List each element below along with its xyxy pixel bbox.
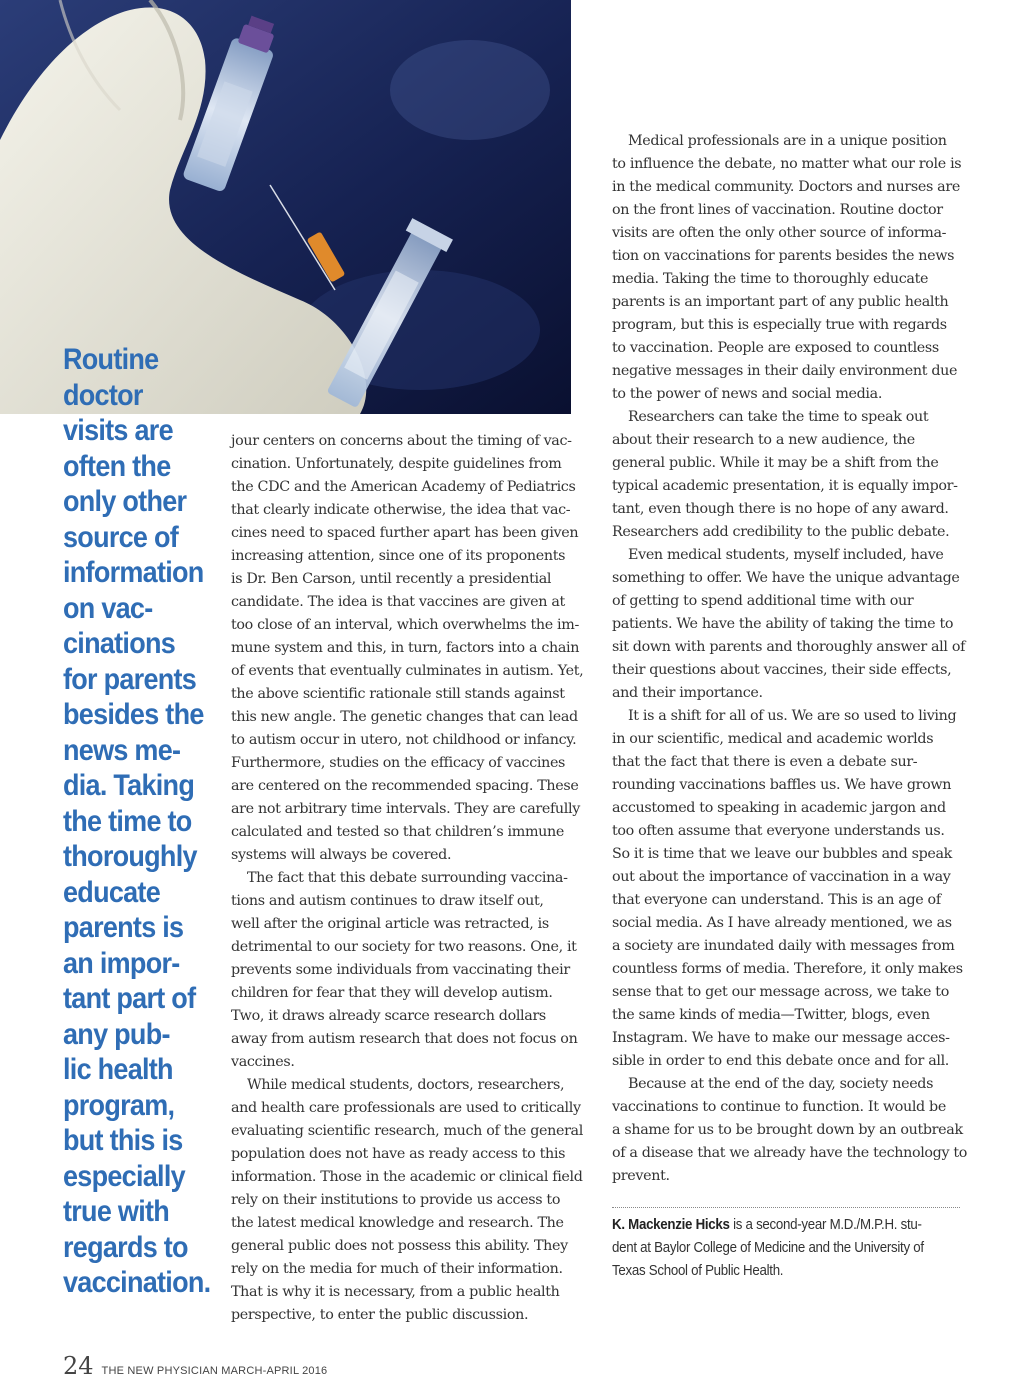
pull-quote-line: visits are [63, 414, 173, 447]
pull-quote-line: tant part of [63, 982, 196, 1015]
text-line: That is why it is necessary, from a public health [231, 1284, 560, 1300]
publication-info: THE NEW PHYSICIAN MARCH-APRIL 2016 [101, 1365, 328, 1377]
bio-line-1: is a second-year M.D./M.P.H. stu- [729, 1217, 922, 1233]
pull-quote-line: regards to [63, 1230, 188, 1264]
text-line: While medical students, doctors, researchers, [247, 1077, 565, 1093]
text-line: is Dr. Ben Carson, until recently a presidential [231, 571, 552, 587]
text-line: accustomed to speaking in academic jargon and [612, 800, 946, 816]
text-line: typical academic presentation, it is equally impor- [612, 478, 958, 494]
text-line: media. Taking the time to thoroughly educate [612, 271, 929, 287]
pull-quote-line: program, [63, 1088, 175, 1122]
text-line: Two, it draws already scarce research dollars [231, 1008, 546, 1024]
text-line: vaccines. [231, 1054, 295, 1070]
text-line: Researchers add credibility to the public debate. [612, 524, 950, 540]
pull-quote-line: lic health [63, 1053, 173, 1086]
text-line: information. Those in the academic or clinical field [231, 1169, 583, 1185]
pull-quote-line: vaccination. [63, 1266, 211, 1299]
text-line: patients. We have the ability of taking the time to [612, 616, 954, 632]
bio-line-3: Texas School of Public Health. [612, 1263, 784, 1279]
text-line: program, but this is especially true with regards [612, 317, 947, 333]
text-line: vaccinations to continue to function. It would be [612, 1099, 946, 1115]
text-line: to the power of news and social media. [612, 386, 883, 402]
pull-quote-line: an impor- [63, 946, 180, 980]
text-line: of a disease that we already have the technology to [612, 1145, 968, 1161]
author-name: K. Mackenzie Hicks [612, 1217, 730, 1233]
text-line: negative messages in their daily environment due [612, 363, 958, 379]
text-line: perspective, to enter the public discussion. [231, 1307, 529, 1323]
text-line: Even medical students, myself included, have [628, 547, 944, 563]
text-line: general public. While it may be a shift from the [612, 455, 939, 471]
text-line: cination. Unfortunately, despite guidelines from [231, 456, 562, 472]
text-line: cines need to spaced further apart has been given [231, 525, 579, 541]
text-line: tant, even though there is no hope of any award. [612, 501, 949, 517]
pull-quote-line: any pub- [63, 1017, 170, 1051]
pull-quote-line: true with [63, 1195, 170, 1228]
article-column-middle [231, 430, 584, 1327]
pull-quote-line: educate [63, 875, 161, 909]
pull-quote-line: Routine [63, 343, 159, 376]
pull-quote-line: only other [63, 485, 187, 518]
pull-quote-line: dia. Taking [63, 769, 195, 802]
text-line: children for fear that they will develop autism. [231, 985, 553, 1001]
text-line: The fact that this debate surrounding vaccina- [247, 870, 568, 886]
text-line: well after the original article was retracted, is [231, 916, 549, 932]
text-line: Researchers can take the time to speak out [628, 409, 929, 425]
text-line: detrimental to our society for two reasons. One, it [231, 939, 577, 955]
pull-quote-line: doctor [63, 378, 143, 412]
pull-quote-line: but this is [63, 1124, 183, 1157]
bio-divider [612, 1207, 960, 1208]
text-line: that the fact that there is even a debate sur- [612, 754, 918, 770]
text-line: Because at the end of the day, society needs [628, 1076, 934, 1092]
text-line: of events that eventually culminates in autism. Yet, [231, 663, 584, 679]
pull-quote-line: source of [63, 520, 179, 554]
text-line: to influence the debate, no matter what our role is [612, 156, 962, 172]
text-line: prevent. [612, 1168, 670, 1184]
text-line: of getting to spend additional time with our [612, 593, 914, 609]
text-line: Furthermore, studies on the efficacy of vaccines [231, 755, 566, 771]
text-line: in the medical community. Doctors and nurses are [612, 179, 960, 195]
pull-quote-line: on vac- [63, 591, 153, 625]
text-line: are centered on the recommended spacing. These [231, 778, 579, 794]
text-line: parents is an important part of any public health [612, 294, 949, 310]
text-line: tions and autism continues to draw itself out, [231, 893, 544, 909]
text-line: the CDC and the American Academy of Pediatrics [231, 479, 576, 495]
text-line: prevents some individuals from vaccinating their [231, 962, 570, 978]
text-line: that everyone can understand. This is an age of [612, 892, 941, 908]
text-line: rounding vaccinations baffles us. We have grown [612, 777, 952, 793]
pull-quote-line: parents is [63, 911, 184, 944]
text-line: So it is time that we leave our bubbles and speak [612, 846, 952, 862]
text-line: a shame for us to be brought down by an outbreak [612, 1122, 963, 1138]
text-line: rely on their institutions to provide us access to [231, 1192, 561, 1208]
text-line: that clearly indicate otherwise, the idea that vac- [231, 502, 571, 518]
pull-quote-line: especially [63, 1159, 185, 1193]
text-line: sible in order to end this debate once and for all. [612, 1053, 950, 1069]
text-line: this new angle. The genetic changes that can lead [231, 709, 578, 725]
text-line: sense that to get our message across, we take to [612, 984, 949, 1000]
text-line: a society are inundated daily with messages from [612, 938, 955, 954]
pull-quote-line: news me- [63, 733, 181, 767]
text-line: something to offer. We have the unique advantage [612, 570, 960, 586]
text-line: systems will always be covered. [231, 847, 452, 863]
text-line: rely on the media for much of their information. [231, 1261, 563, 1277]
text-line: population does not have as ready access to this [231, 1146, 566, 1162]
text-line: calculated and tested so that children’s immune [231, 824, 565, 840]
text-line: and their importance. [612, 685, 763, 701]
pull-quote-line: for parents [63, 662, 197, 696]
text-line: sit down with parents and thoroughly answer all of [612, 639, 966, 655]
pull-quote-line: often the [63, 449, 171, 483]
text-line: general public does not possess this ability. They [231, 1238, 568, 1254]
pull-quote-line: the time to [63, 804, 192, 838]
text-line: jour centers on concerns about the timing of vac- [231, 433, 572, 449]
text-line: in our scientific, medical and academic worlds [612, 731, 934, 747]
text-line: on the front lines of vaccination. Routine doctor [612, 202, 943, 218]
page-footer [63, 1352, 327, 1380]
text-line: tion on vaccinations for parents besides the news [612, 248, 955, 264]
text-line: Medical professionals are in a unique position [628, 133, 947, 149]
text-line: It is a shift for all of us. We are so used to living [628, 708, 957, 724]
author-bio [612, 1214, 939, 1283]
pull-quote-line: cinations [63, 627, 176, 660]
text-line: social media. As I have already mentioned, we as [612, 915, 952, 931]
text-line: candidate. The idea is that vaccines are given at [231, 594, 565, 610]
pull-quote [63, 342, 212, 1301]
text-line: their questions about vaccines, their side effects, [612, 662, 952, 678]
page-number: 24 [63, 1352, 94, 1380]
article-column-right [612, 130, 968, 1188]
pull-quote-line: information [63, 556, 204, 589]
text-line: and health care professionals are used to critically [231, 1100, 581, 1116]
pull-quote-line: besides the [63, 698, 204, 731]
text-line: visits are often the only other source of informa- [612, 225, 947, 241]
text-line: increasing attention, since one of its proponents [231, 548, 566, 564]
text-line: about their research to a new audience, the [612, 432, 915, 448]
text-line: are not arbitrary time intervals. They are carefully [231, 801, 580, 817]
text-line: to autism occur in utero, not childhood or infancy. [231, 732, 577, 748]
text-line: mune system and this, in turn, factors into a chain [231, 640, 580, 656]
text-line: too often assume that everyone understands us. [612, 823, 945, 839]
text-line: to vaccination. People are exposed to countless [612, 340, 939, 356]
text-line: too close of an interval, which overwhelms the im- [231, 617, 579, 633]
text-line: away from autism research that does not focus on [231, 1031, 578, 1047]
text-line: the above scientific rationale still stands against [231, 686, 565, 702]
text-line: Instagram. We have to make our message acces- [612, 1030, 950, 1046]
text-line: the latest medical knowledge and research. The [231, 1215, 564, 1231]
text-line: countless forms of media. Therefore, it only makes [612, 961, 963, 977]
text-line: out about the importance of vaccination in a way [612, 869, 951, 885]
text-line: the same kinds of media—Twitter, blogs, even [612, 1007, 930, 1023]
pull-quote-line: thoroughly [63, 840, 197, 873]
text-line: evaluating scientific research, much of the general [231, 1123, 583, 1139]
bio-line-2: dent at Baylor College of Medicine and the University of [612, 1240, 924, 1256]
